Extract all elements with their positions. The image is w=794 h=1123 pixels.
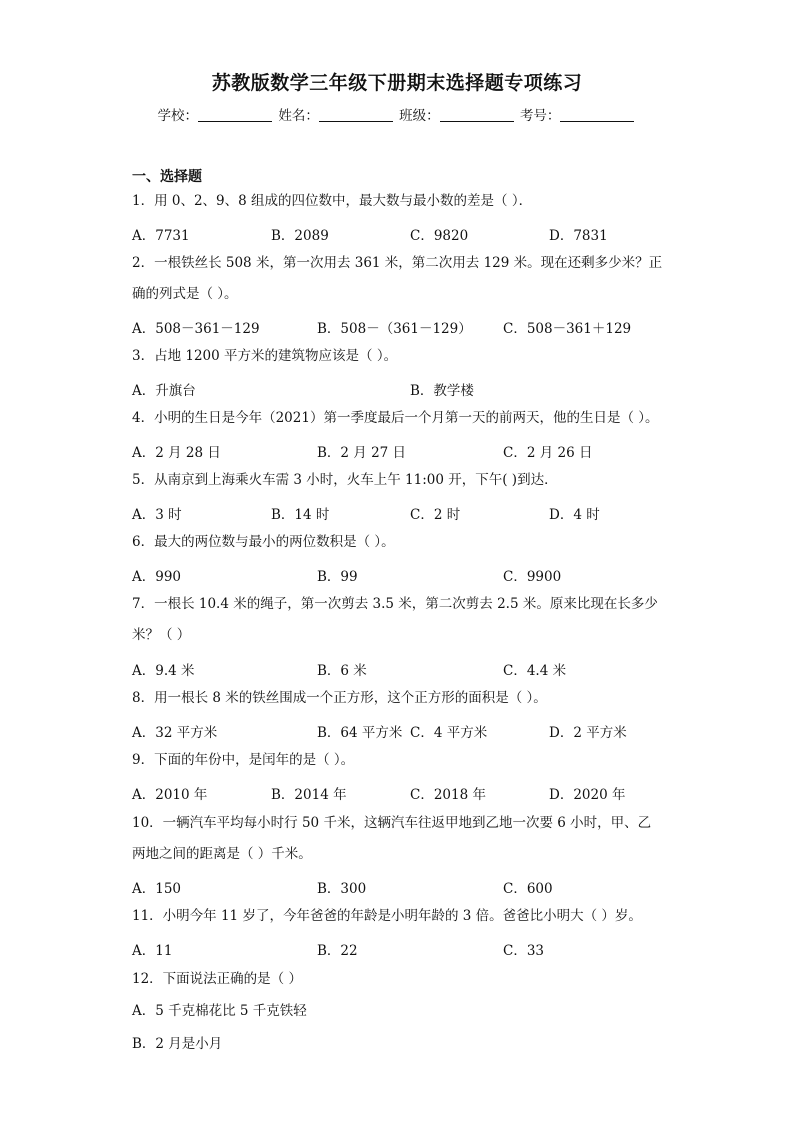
question-7-options [132, 659, 732, 679]
option-d[interactable]: D．2 平方米 [549, 725, 627, 741]
option-c[interactable]: C．9820 [410, 228, 469, 244]
question-6: 6．最大的两位数与最小的两位数积是（ ）。 [132, 534, 395, 550]
option-a[interactable]: A．2010 年 [132, 787, 208, 803]
question-1-options [132, 224, 732, 244]
school-label: 学校： [157, 108, 199, 124]
question-10: 10．一辆汽车平均每小时行 50 千米，这辆汽车往返甲地到乙地一次要 6 小时，甲、乙 [132, 815, 652, 831]
option-a[interactable]: A．990 [132, 569, 182, 585]
question-1: 1．用 0、2、9、8 组成的四位数中，最大数与最小数的差是（ ）． [132, 193, 533, 209]
option-d[interactable]: D．7831 [549, 228, 608, 244]
option-a[interactable]: A．508－361－129 [132, 321, 260, 337]
question-9-options [132, 783, 732, 803]
option-c[interactable]: C．4.4 米 [503, 663, 567, 679]
option-c[interactable]: C．2018 年 [410, 787, 486, 803]
option-b[interactable]: B．508－（361－129） [317, 321, 472, 337]
option-b[interactable]: B．300 [317, 881, 367, 897]
option-c[interactable]: C．4 平方米 [410, 725, 488, 741]
question-10-continued: 两地之间的距离是（ ）千米。 [132, 846, 312, 862]
question-2: 2．一根铁丝长 508 米，第一次用去 361 米，第二次用去 129 米。现在还剩多少米？正 [132, 255, 663, 271]
option-c[interactable]: C．2 时 [410, 507, 461, 523]
section-heading: 一、选择题 [132, 169, 202, 185]
question-8: 8．用一根长 8 米的铁丝围成一个正方形，这个正方形的面积是（ ）。 [132, 690, 547, 706]
option-b[interactable]: B．99 [317, 569, 358, 585]
question-5: 5．从南京到上海乘火车需 3 小时，火车上午 11:00 开，下午( )到达． [132, 472, 558, 488]
question-4: 4．小明的生日是今年（2021）第一季度最后一个月第一天的前两天，他的生日是（ ）。 [132, 410, 659, 426]
exam-number-blank[interactable] [560, 107, 634, 122]
student-info-row [0, 104, 794, 124]
option-b[interactable]: B．2014 年 [271, 787, 347, 803]
option-b[interactable]: B．教学楼 [410, 383, 474, 399]
question-3: 3．占地 1200 平方米的建筑物应该是（ ）。 [132, 348, 398, 364]
option-b[interactable]: B．64 平方米 [317, 725, 403, 741]
option-a[interactable]: A．32 平方米 [132, 725, 218, 741]
option-d[interactable]: D．4 时 [549, 507, 600, 523]
question-12-option-b[interactable]: B．2 月是小月 [132, 1036, 223, 1052]
question-4-options [132, 441, 732, 461]
question-3-options [132, 379, 732, 399]
class-blank[interactable] [440, 107, 514, 122]
question-11-options [132, 939, 732, 959]
question-2-options [132, 317, 732, 337]
exam-number-label: 考号： [519, 108, 561, 124]
option-b[interactable]: B．22 [317, 943, 358, 959]
option-a[interactable]: A．9.4 米 [132, 663, 195, 679]
question-12-option-a[interactable]: A．5 千克棉花比 5 千克铁轻 [132, 1003, 307, 1019]
question-7: 7．一根长 10.4 米的绳子，第一次剪去 3.5 米，第二次剪去 2.5 米。原来比现在长多少 [132, 596, 658, 612]
name-blank[interactable] [319, 107, 393, 122]
option-a[interactable]: A．3 时 [132, 507, 182, 523]
question-11: 11．小明今年 11 岁了，今年爸爸的年龄是小明年龄的 3 倍。爸爸比小明大（ ）岁。 [132, 908, 642, 924]
option-b[interactable]: B．2089 [271, 228, 329, 244]
question-7-continued: 米？（ ） [132, 627, 191, 643]
option-a[interactable]: A．升旗台 [132, 383, 196, 399]
option-c[interactable]: C．600 [503, 881, 553, 897]
option-a[interactable]: A．2 月 28 日 [132, 445, 221, 461]
option-b[interactable]: B．6 米 [317, 663, 367, 679]
option-a[interactable]: A．150 [132, 881, 182, 897]
question-2-continued: 确的列式是（ ）。 [132, 286, 238, 302]
page-title: 苏教版数学三年级下册期末选择题专项练习 [211, 72, 583, 94]
class-label: 班级： [399, 108, 440, 124]
option-b[interactable]: B．2 月 27 日 [317, 445, 407, 461]
option-c[interactable]: C．9900 [503, 569, 562, 585]
option-a[interactable]: A．7731 [132, 228, 190, 244]
name-label: 姓名： [278, 108, 319, 124]
option-c[interactable]: C．508－361＋129 [503, 321, 632, 337]
question-9: 9．下面的年份中，是闰年的是（ ）。 [132, 752, 355, 768]
option-a[interactable]: A．11 [132, 943, 173, 959]
question-6-options [132, 565, 732, 585]
question-10-options [132, 877, 732, 897]
question-8-options [132, 721, 732, 741]
question-12: 12．下面说法正确的是（ ） [132, 971, 302, 987]
option-b[interactable]: B．14 时 [271, 507, 330, 523]
option-d[interactable]: D．2020 年 [549, 787, 626, 803]
school-blank[interactable] [198, 107, 272, 122]
option-c[interactable]: C．33 [503, 943, 545, 959]
question-5-options [132, 503, 732, 523]
option-c[interactable]: C．2 月 26 日 [503, 445, 593, 461]
